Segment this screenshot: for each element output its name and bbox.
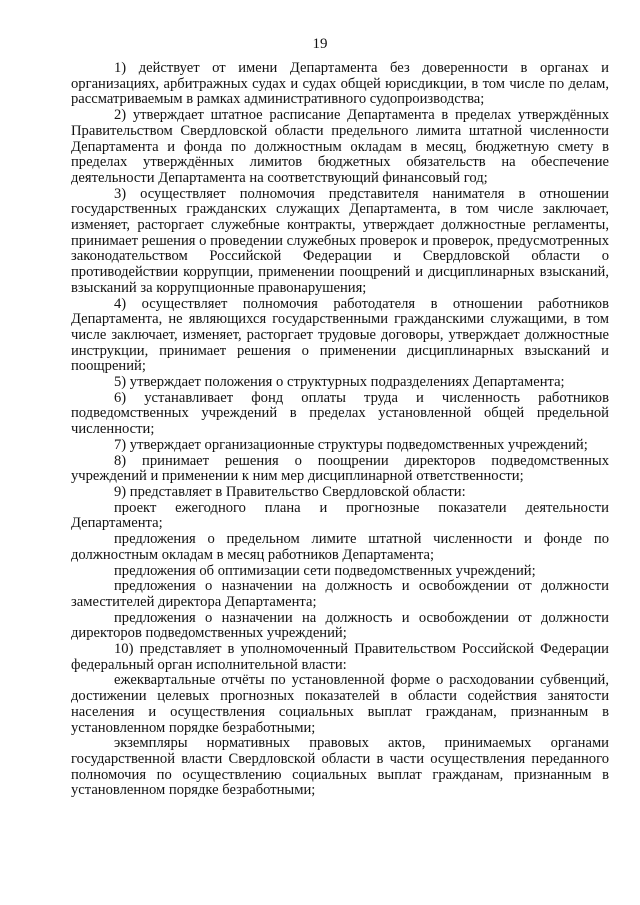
paragraph-item-1: 1) действует от имени Департамента без доверенности в органах и организациях, арбитражных судах и судах общей юрисдикции, в том числе по делам, рассматриваемым в рамках административного судопроизводства; [71,60,609,108]
paragraph-subitem-reports: ежеквартальные отчёты по установленной форме о расходовании субвенций, достижении целевых прогнозных показателей в области содействия занятости населения и осуществления социальных выплат гражданам, признанным в установленном порядке безработными; [71,672,609,736]
paragraph-subitem-directors: предложения о назначении на должность и освобождении от должности директоров подведомственных учреждений; [71,609,609,642]
paragraph-subitem-acts: экземпляры нормативных правовых актов, принимаемых органами государственной власти Свердловской области в части осуществления переданного полномочия по осуществлению социальных выплат гражданам, признанным в установленном порядке безработными; [71,735,609,799]
paragraph-item-6: 6) устанавливает фонд оплаты труда и численность работников подведомственных учреждений в пределах установленной общей предельной численности; [71,389,609,438]
paragraph-item-9: 9) представляет в Правительство Свердловской области: [114,483,466,500]
paragraph-item-5: 5) утверждает положения о структурных подразделениях Департамента; [114,374,565,391]
paragraph-subitem-deputies: предложения о назначении на должность и освобождении от должности заместителей директора Департамента; [71,578,609,610]
paragraph-subitem-plan: проект ежегодного плана и прогнозные показатели деятельности Департамента; [71,499,609,532]
page-number: 19 [312,36,328,52]
paragraph-item-2: 2) утверждает штатное расписание Департамента в пределах утверждённых Правительством Свердловской области предельного лимита штатной численности Департамента и фонда по должностным окладам в месяц, бюджетную смету в пределах утверждённых лимитов бюджетных обязательств на обеспечение деятельности Департамента на соответствующий финансовый год; [71,107,609,186]
paragraph-item-8: 8) принимает решения о поощрении директоров подведомственных учреждений и применении к ним мер дисциплинарной ответственности; [71,452,609,485]
paragraph-item-7: 7) утверждает организационные структуры подведомственных учреждений; [114,436,588,453]
paragraph-item-4: 4) осуществляет полномочия работодателя в отношении работников Департамента, не являющихся государственными гражданскими служащими, в том числе заключает, изменяет, расторгает трудовые договоры, утверждает должностные инструкции, принимает решения о применении дисциплинарных взысканий и поощрений; [71,295,609,375]
paragraph-subitem-staff-limit: предложения о предельном лимите штатной численности и фонде по должностным окладам в месяц работников Департамента; [71,531,609,563]
document-body [71,61,609,799]
paragraph-subitem-network: предложения об оптимизации сети подведомственных учреждений; [114,562,536,579]
paragraph-item-3: 3) осуществляет полномочия представителя нанимателя в отношении государственных гражданских служащих Департамента, в том числе заключает, изменяет, расторгает служебные контракты, утверждает должностные регламенты, принимает решения о проведении служебных проверок и проверок, предусмотренных законодательством Российской Федерации и Свердловской области о противодействии коррупции, применении поощрений и дисциплинарных взысканий, взысканий за коррупционные правонарушения; [71,185,609,296]
paragraph-item-10: 10) представляет в уполномоченный Правительством Российской Федерации федеральный орган исполнительной власти: [71,641,609,673]
